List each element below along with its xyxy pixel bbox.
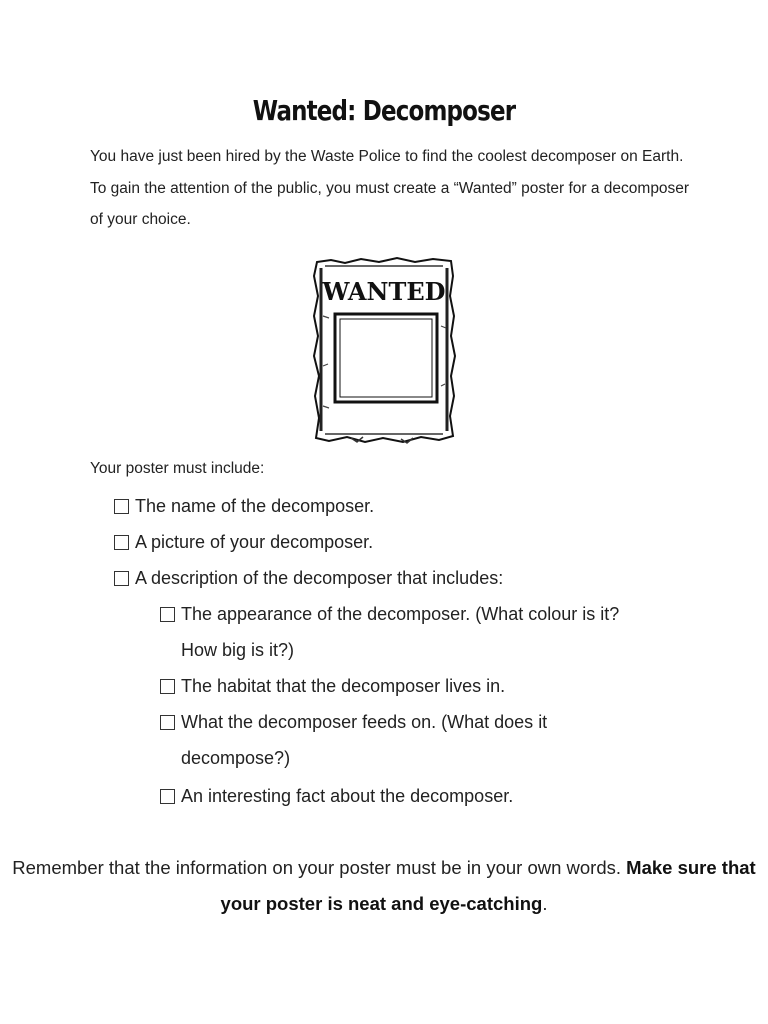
requirement-sub-item: The appearance of the decomposer. (What colour is it? How big is it?) [160,596,650,668]
checkbox-icon[interactable] [160,607,175,622]
checkbox-icon[interactable] [160,789,175,804]
checkbox-icon[interactable] [114,571,129,586]
checkbox-icon[interactable] [114,499,129,514]
requirement-item: The name of the decomposer. [114,488,694,524]
closing-end: . [542,893,548,914]
requirement-sub-item: An interesting fact about the decomposer. [160,778,650,814]
checkbox-icon[interactable] [160,679,175,694]
closing-text: Remember that the information on your poster must be in your own words. [12,857,627,878]
intro-paragraph: You have just been hired by the Waste Police to find the coolest decomposer on Earth. To gain the attention of the public, you must create a “Wanted” poster for a decomposer of your choice. [90,148,690,228]
requirement-sub-item: The habitat that the decomposer lives in. [160,668,650,704]
requirement-item: A description of the decomposer that includes: [114,560,694,596]
closing-paragraph [0,850,768,922]
requirement-item: A picture of your decomposer. [114,524,694,560]
checkbox-icon[interactable] [114,535,129,550]
checkbox-icon[interactable] [160,715,175,730]
poster-heading: WANTED [322,277,446,306]
requirement-sub-item: What the decomposer feeds on. (What does it decompose?) [160,704,580,776]
requirements-label: Your poster must include: [90,460,265,477]
wanted-poster-icon [311,256,457,446]
closing-emphasis: Make sure that your poster is neat and eye-catching [220,857,756,914]
page-title: Wanted: Decomposer [252,94,516,127]
